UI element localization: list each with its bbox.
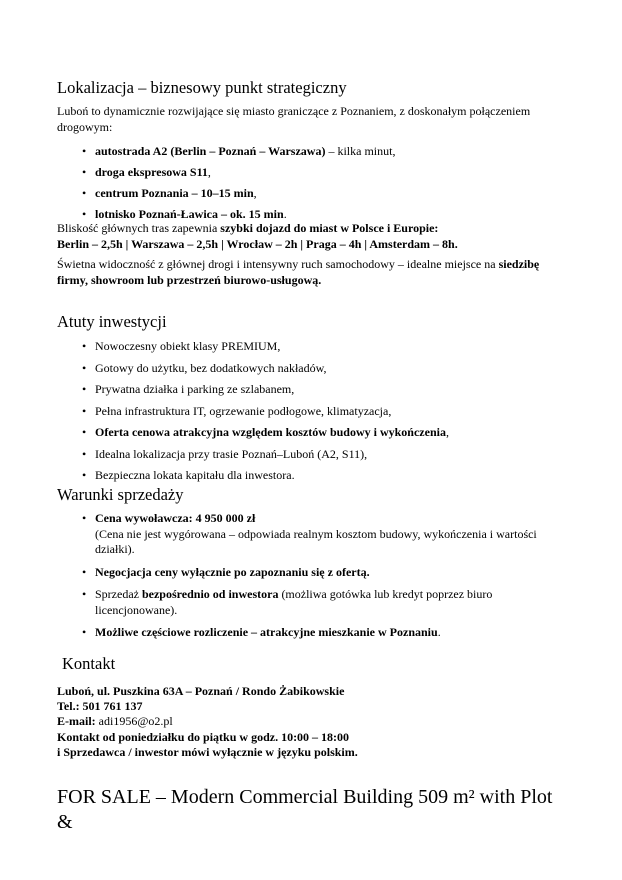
price-note: (Cena nie jest wygórowana – odpowiada realnym kosztom budowy, wykończenia i wartości działki).	[95, 526, 537, 556]
list-item	[57, 339, 567, 355]
text-run-bold: bezpośrednio od inwestora	[141, 587, 279, 601]
text-run: .	[437, 625, 441, 639]
text-run: Gotowy do użytku, bez dodatkowych nakładów,	[95, 360, 327, 375]
terms-bullet-list	[57, 511, 567, 648]
list-item	[57, 186, 567, 202]
list-item	[57, 361, 567, 377]
visibility-paragraph	[57, 257, 567, 288]
contact-language: i Sprzedawca / inwestor mówi wyłącznie w języku polskim.	[57, 744, 358, 759]
text-run-bold: droga ekspresowa S11	[95, 165, 208, 179]
text-run: Nowoczesny obiekt klasy PREMIUM,	[95, 339, 281, 353]
list-item	[57, 447, 567, 463]
contact-address: Luboń, ul. Puszkina 63A – Poznań / Rondo Żabikowskie	[57, 684, 345, 698]
text-run: Pełna infrastruktura IT, ogrzewanie podłogowe, klimatyzacja,	[95, 403, 392, 418]
text-run-bold: lotnisko Poznań-Ławica – ok. 15 min	[95, 207, 284, 221]
text-run: .	[283, 207, 287, 221]
text-run-bold: szybki dojazd do miast w Polsce i Europie:	[220, 221, 439, 235]
list-item	[57, 565, 567, 581]
list-item	[57, 144, 567, 160]
email-value: adi1956@o2.pl	[95, 714, 173, 729]
contact-email	[57, 714, 567, 729]
location-intro-paragraph: Luboń to dynamicznie rozwijające się miasto graniczące z Poznaniem, z doskonałym połączeniem drogowym:	[57, 104, 531, 134]
text-run: Bliskość głównych tras zapewnia	[57, 221, 221, 235]
text-run: ,	[253, 186, 257, 200]
text-run: ,	[207, 165, 211, 179]
text-run: ,	[445, 425, 449, 439]
section-heading-terms: Warunki sprzedaży	[57, 485, 184, 504]
location-bullet-list	[57, 144, 567, 228]
contact-phone: Tel.: 501 761 137	[57, 699, 143, 714]
text-run-bold: Możliwe częściowe rozliczenie – atrakcyjne mieszkanie w Poznaniu	[95, 625, 438, 639]
text-run: Idealna lokalizacja przy trasie Poznań–Luboń (A2, S11),	[95, 446, 368, 461]
text-run: Prywatna działka i parking ze szlabanem,	[95, 382, 295, 396]
list-item	[57, 468, 567, 484]
text-run-bold: centrum Poznania – 10–15 min	[95, 186, 254, 200]
section-heading-contact: Kontakt	[62, 654, 116, 673]
email-label: E-mail:	[57, 714, 96, 729]
section-heading-location: Lokalizacja – biznesowy punkt strategiczny	[57, 78, 347, 97]
for-sale-title: FOR SALE – Modern Commercial Building 509 m² with Plot &	[57, 786, 553, 833]
assets-bullet-list	[57, 339, 567, 490]
text-run: Bezpieczna lokata kapitału dla inwestora.	[95, 468, 295, 482]
text-run-bold: siedzibę firmy, showroom lub przestrzeń biurowo-usługową.	[57, 257, 540, 287]
travel-times-paragraph	[57, 221, 567, 252]
price-line: Cena wywoławcza: 4 950 000 zł	[95, 511, 256, 525]
list-item	[57, 382, 567, 398]
text-run: (możliwa gotówka lub kredyt poprzez biuro licencjonowane).	[95, 587, 493, 617]
text-run-bold: Oferta cenowa atrakcyjna względem kosztów budowy i wykończenia	[95, 425, 446, 439]
list-item	[57, 625, 567, 641]
list-item	[57, 425, 567, 441]
list-item	[57, 511, 567, 558]
text-run: Świetna widoczność z głównej drogi i intensywny ruch samochodowy – idealne miejsce na	[57, 257, 499, 271]
text-run-bold: Negocjacja ceny wyłącznie po zapoznaniu się z ofertą.	[95, 564, 370, 579]
contact-details	[57, 684, 567, 760]
text-run-bold: autostrada A2 (Berlin – Poznań – Warszawa)	[95, 144, 326, 158]
list-item	[57, 165, 567, 181]
text-run: – kilka minut,	[325, 144, 396, 158]
travel-times-cities: Berlin – 2,5h | Warszawa – 2,5h | Wrocław – 2h | Praga – 4h | Amsterdam – 8h.	[57, 236, 458, 251]
text-run: Sprzedaż	[95, 587, 142, 601]
list-item	[57, 404, 567, 420]
list-item	[57, 587, 567, 618]
contact-hours: Kontakt od poniedziałku do piątku w godz. 10:00 – 18:00	[57, 729, 350, 744]
section-heading-assets: Atuty inwestycji	[57, 312, 167, 331]
